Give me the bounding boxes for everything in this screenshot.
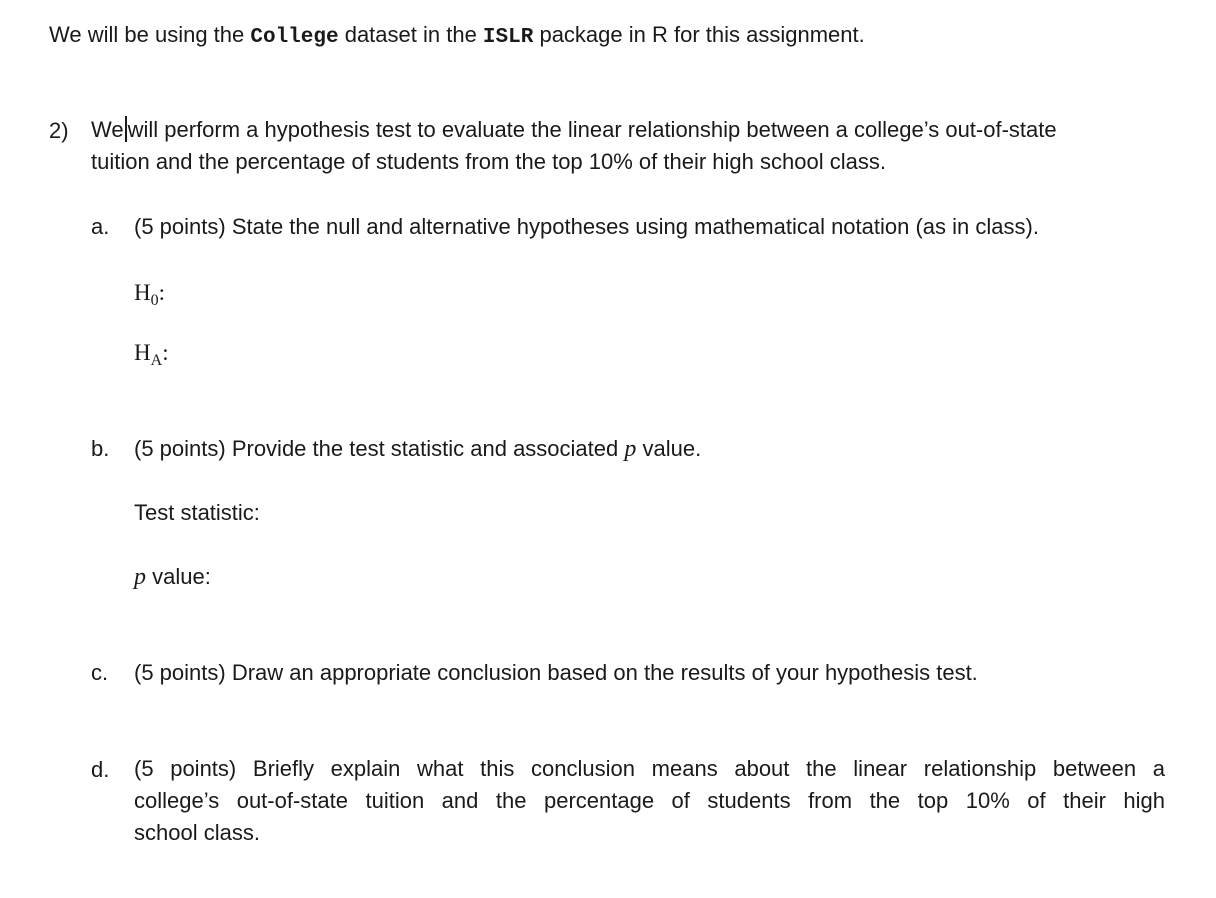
part-d-line-2: college’s out-of-state tuition and the percentage of students from the top 10% of their high: [134, 788, 1165, 813]
part-c-label: c.: [91, 660, 109, 685]
ha-field: $H_A$:: [134, 340, 169, 369]
intro-middle: dataset in the: [338, 22, 483, 47]
intro-prefix: We will be using the: [49, 22, 251, 47]
question-line-1: We will perform a hypothesis test to evaluate the linear relationship between a college’s out-of-state: [91, 117, 1057, 142]
dataset-name: College: [250, 26, 339, 49]
question-number: 2): [49, 118, 69, 143]
part-b-text: (5 points) Provide the test statistic and associated p value.: [134, 436, 702, 462]
h0-field: $H_0$:: [134, 280, 166, 309]
part-a-text: (5 points) State the null and alternative hypotheses using mathematical notation (as in class).: [134, 214, 1039, 239]
intro-suffix: package in R for this assignment.: [533, 22, 865, 47]
part-b-label: b.: [91, 436, 110, 461]
package-name: ISLR: [482, 26, 534, 49]
question-text: [91, 114, 1057, 178]
question-line-2: tuition and the percentage of students from the top 10% of their high school class.: [91, 149, 886, 174]
part-d-line-3: school class.: [134, 820, 260, 845]
part-d-line-1: (5 points) Briefly explain what this conclusion means about the linear relationship between a: [134, 756, 1165, 781]
part-d-label: d.: [91, 757, 110, 782]
part-a-label: a.: [91, 214, 110, 239]
text-cursor: [125, 116, 127, 142]
p-value-label: p value:: [134, 564, 211, 590]
test-statistic-label: Test statistic:: [134, 500, 260, 525]
part-d-text: [134, 753, 1165, 849]
part-c-text: (5 points) Draw an appropriate conclusion based on the results of your hypothesis test.: [134, 660, 978, 685]
intro-line: [49, 22, 865, 49]
